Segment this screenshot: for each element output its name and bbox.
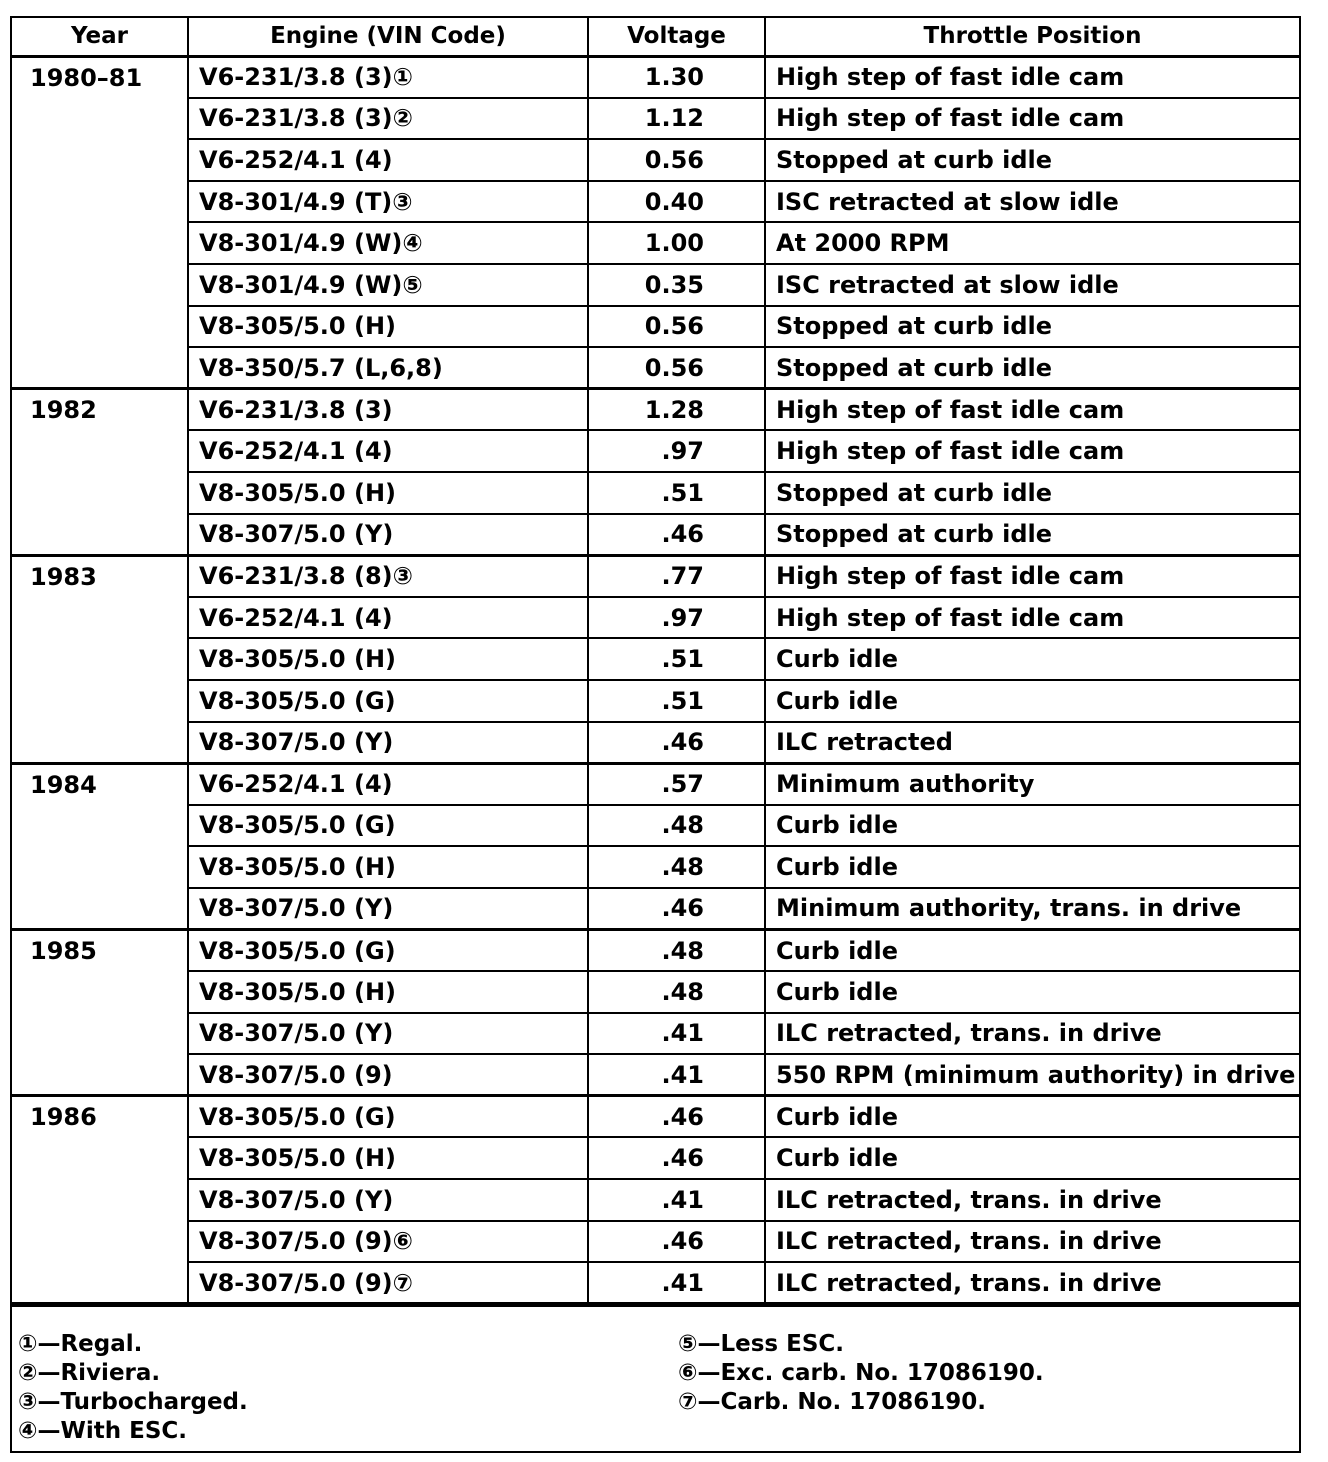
footnote: ②—Riviera. [18, 1360, 161, 1386]
table-row [12, 1221, 1299, 1263]
year-cell: 1980–81 [12, 56, 188, 389]
voltage-cell: .57 [588, 763, 765, 805]
engine-cell: V8-307/5.0 (9)⑥ [188, 1221, 588, 1263]
engine-cell: V8-307/5.0 (Y) [188, 514, 588, 556]
table-row [12, 638, 1299, 680]
throttle-position-cell: Curb idle [765, 638, 1299, 680]
table-row [12, 1179, 1299, 1221]
engine-cell: V8-350/5.7 (L,6,8) [188, 347, 588, 389]
voltage-cell: .46 [588, 1137, 765, 1179]
throttle-position-cell: Stopped at curb idle [765, 472, 1299, 514]
throttle-position-cell: At 2000 RPM [765, 222, 1299, 264]
table-row [12, 181, 1299, 223]
spec-table-frame [10, 16, 1301, 1453]
engine-cell: V8-301/4.9 (T)③ [188, 181, 588, 223]
table-row [12, 805, 1299, 847]
voltage-cell: .41 [588, 1179, 765, 1221]
table-row [12, 139, 1299, 181]
year-group [12, 56, 1299, 389]
voltage-cell: 1.28 [588, 389, 765, 431]
engine-cell: V8-307/5.0 (Y) [188, 888, 588, 930]
table-row [12, 347, 1299, 389]
throttle-position-cell: High step of fast idle cam [765, 597, 1299, 639]
voltage-cell: .97 [588, 597, 765, 639]
throttle-position-cell: Curb idle [765, 805, 1299, 847]
table-row [12, 56, 1299, 98]
table-row [12, 306, 1299, 348]
throttle-position-cell: ILC retracted, trans. in drive [765, 1013, 1299, 1055]
table-row [12, 722, 1299, 764]
engine-cell: V8-307/5.0 (9) [188, 1054, 588, 1096]
voltage-cell: .51 [588, 638, 765, 680]
engine-cell: V8-301/4.9 (W)④ [188, 222, 588, 264]
engine-cell: V8-305/5.0 (G) [188, 680, 588, 722]
voltage-cell: .77 [588, 555, 765, 597]
voltage-cell: .48 [588, 971, 765, 1013]
table-row [12, 763, 1299, 805]
table-row [12, 555, 1299, 597]
throttle-position-cell: Stopped at curb idle [765, 139, 1299, 181]
engine-cell: V8-305/5.0 (H) [188, 971, 588, 1013]
throttle-position-cell: Stopped at curb idle [765, 306, 1299, 348]
voltage-cell: .46 [588, 888, 765, 930]
table-row [12, 430, 1299, 472]
engine-cell: V6-231/3.8 (3)① [188, 56, 588, 98]
table-row [12, 929, 1299, 971]
year-cell: 1984 [12, 763, 188, 929]
engine-cell: V8-305/5.0 (H) [188, 1137, 588, 1179]
throttle-position-cell: ISC retracted at slow idle [765, 181, 1299, 223]
footnote: ④—With ESC. [18, 1418, 187, 1444]
engine-cell: V6-252/4.1 (4) [188, 763, 588, 805]
engine-cell: V8-307/5.0 (Y) [188, 1179, 588, 1221]
throttle-position-cell: Curb idle [765, 1137, 1299, 1179]
engine-cell: V6-252/4.1 (4) [188, 430, 588, 472]
table-row [12, 472, 1299, 514]
throttle-position-cell: Minimum authority [765, 763, 1299, 805]
engine-cell: V6-231/3.8 (3)② [188, 98, 588, 140]
voltage-cell: 0.40 [588, 181, 765, 223]
year-cell: 1983 [12, 555, 188, 763]
table-row [12, 1137, 1299, 1179]
throttle-position-cell: Curb idle [765, 1096, 1299, 1138]
table-row [12, 680, 1299, 722]
engine-cell: V8-305/5.0 (G) [188, 805, 588, 847]
year-cell: 1986 [12, 1096, 188, 1304]
year-group [12, 555, 1299, 763]
engine-cell: V8-305/5.0 (G) [188, 1096, 588, 1138]
voltage-cell: 1.12 [588, 98, 765, 140]
throttle-position-cell: High step of fast idle cam [765, 56, 1299, 98]
voltage-cell: .41 [588, 1262, 765, 1304]
throttle-position-cell: Curb idle [765, 971, 1299, 1013]
engine-cell: V8-305/5.0 (G) [188, 929, 588, 971]
voltage-cell: 0.35 [588, 264, 765, 306]
throttle-position-cell: High step of fast idle cam [765, 555, 1299, 597]
year-cell: 1985 [12, 929, 188, 1095]
footnote: ⑦—Carb. No. 17086190. [678, 1389, 986, 1415]
engine-cell: V8-301/4.9 (W)⑤ [188, 264, 588, 306]
table-row [12, 888, 1299, 930]
throttle-position-cell: Stopped at curb idle [765, 514, 1299, 556]
throttle-position-cell: ILC retracted, trans. in drive [765, 1179, 1299, 1221]
table-row [12, 1262, 1299, 1304]
voltage-cell: .48 [588, 929, 765, 971]
throttle-position-cell: ILC retracted [765, 722, 1299, 764]
voltage-cell: 0.56 [588, 139, 765, 181]
engine-cell: V6-231/3.8 (8)③ [188, 555, 588, 597]
engine-cell: V8-307/5.0 (Y) [188, 722, 588, 764]
voltage-cell: .48 [588, 805, 765, 847]
throttle-position-cell: Curb idle [765, 929, 1299, 971]
engine-cell: V8-305/5.0 (H) [188, 472, 588, 514]
header-voltage: Voltage [588, 18, 765, 56]
footnote-divider [12, 1302, 1299, 1307]
table-row [12, 98, 1299, 140]
footnote: ①—Regal. [18, 1331, 143, 1357]
footnote: ③—Turbocharged. [18, 1389, 248, 1415]
table-row [12, 264, 1299, 306]
throttle-position-cell: ILC retracted, trans. in drive [765, 1262, 1299, 1304]
table-header [12, 18, 1299, 56]
throttle-position-cell: Stopped at curb idle [765, 347, 1299, 389]
footnote: ⑥—Exc. carb. No. 17086190. [678, 1360, 1044, 1386]
engine-cell: V6-252/4.1 (4) [188, 139, 588, 181]
header-throttle-position: Throttle Position [765, 18, 1299, 56]
footnote: ⑤—Less ESC. [678, 1331, 845, 1357]
table-row [12, 971, 1299, 1013]
table-row [12, 514, 1299, 556]
engine-cell: V8-305/5.0 (H) [188, 306, 588, 348]
throttle-position-cell: High step of fast idle cam [765, 389, 1299, 431]
voltage-cell: 1.00 [588, 222, 765, 264]
throttle-position-cell: ILC retracted, trans. in drive [765, 1221, 1299, 1263]
throttle-position-cell: 550 RPM (minimum authority) in drive [765, 1054, 1299, 1096]
engine-cell: V8-305/5.0 (H) [188, 846, 588, 888]
year-group [12, 763, 1299, 929]
voltage-cell: .48 [588, 846, 765, 888]
year-group [12, 389, 1299, 555]
engine-cell: V8-307/5.0 (9)⑦ [188, 1262, 588, 1304]
voltage-cell: 1.30 [588, 56, 765, 98]
voltage-cell: .97 [588, 430, 765, 472]
engine-cell: V6-252/4.1 (4) [188, 597, 588, 639]
voltage-cell: .41 [588, 1013, 765, 1055]
throttle-position-cell: ISC retracted at slow idle [765, 264, 1299, 306]
table-row [12, 1054, 1299, 1096]
throttle-position-cell: Minimum authority, trans. in drive [765, 888, 1299, 930]
table-row [12, 389, 1299, 431]
voltage-cell: .41 [588, 1054, 765, 1096]
table-row [12, 846, 1299, 888]
year-group [12, 929, 1299, 1095]
footnotes-right-column [678, 1330, 1044, 1417]
year-cell: 1982 [12, 389, 188, 555]
engine-cell: V8-307/5.0 (Y) [188, 1013, 588, 1055]
voltage-cell: .46 [588, 722, 765, 764]
header-year: Year [12, 18, 188, 56]
year-group [12, 1096, 1299, 1304]
throttle-position-cell: High step of fast idle cam [765, 430, 1299, 472]
table-row [12, 222, 1299, 264]
voltage-cell: 0.56 [588, 347, 765, 389]
throttle-position-cell: Curb idle [765, 680, 1299, 722]
voltage-cell: 0.56 [588, 306, 765, 348]
header-engine: Engine (VIN Code) [188, 18, 588, 56]
table-row [12, 1096, 1299, 1138]
voltage-cell: .51 [588, 680, 765, 722]
voltage-cell: .51 [588, 472, 765, 514]
footnotes-left-column [18, 1330, 248, 1446]
table-row [12, 597, 1299, 639]
voltage-cell: .46 [588, 1096, 765, 1138]
table-row [12, 1013, 1299, 1055]
voltage-cell: .46 [588, 514, 765, 556]
throttle-position-sensor-table [12, 18, 1299, 1305]
throttle-position-cell: High step of fast idle cam [765, 98, 1299, 140]
throttle-position-cell: Curb idle [765, 846, 1299, 888]
voltage-cell: .46 [588, 1221, 765, 1263]
engine-cell: V6-231/3.8 (3) [188, 389, 588, 431]
engine-cell: V8-305/5.0 (H) [188, 638, 588, 680]
